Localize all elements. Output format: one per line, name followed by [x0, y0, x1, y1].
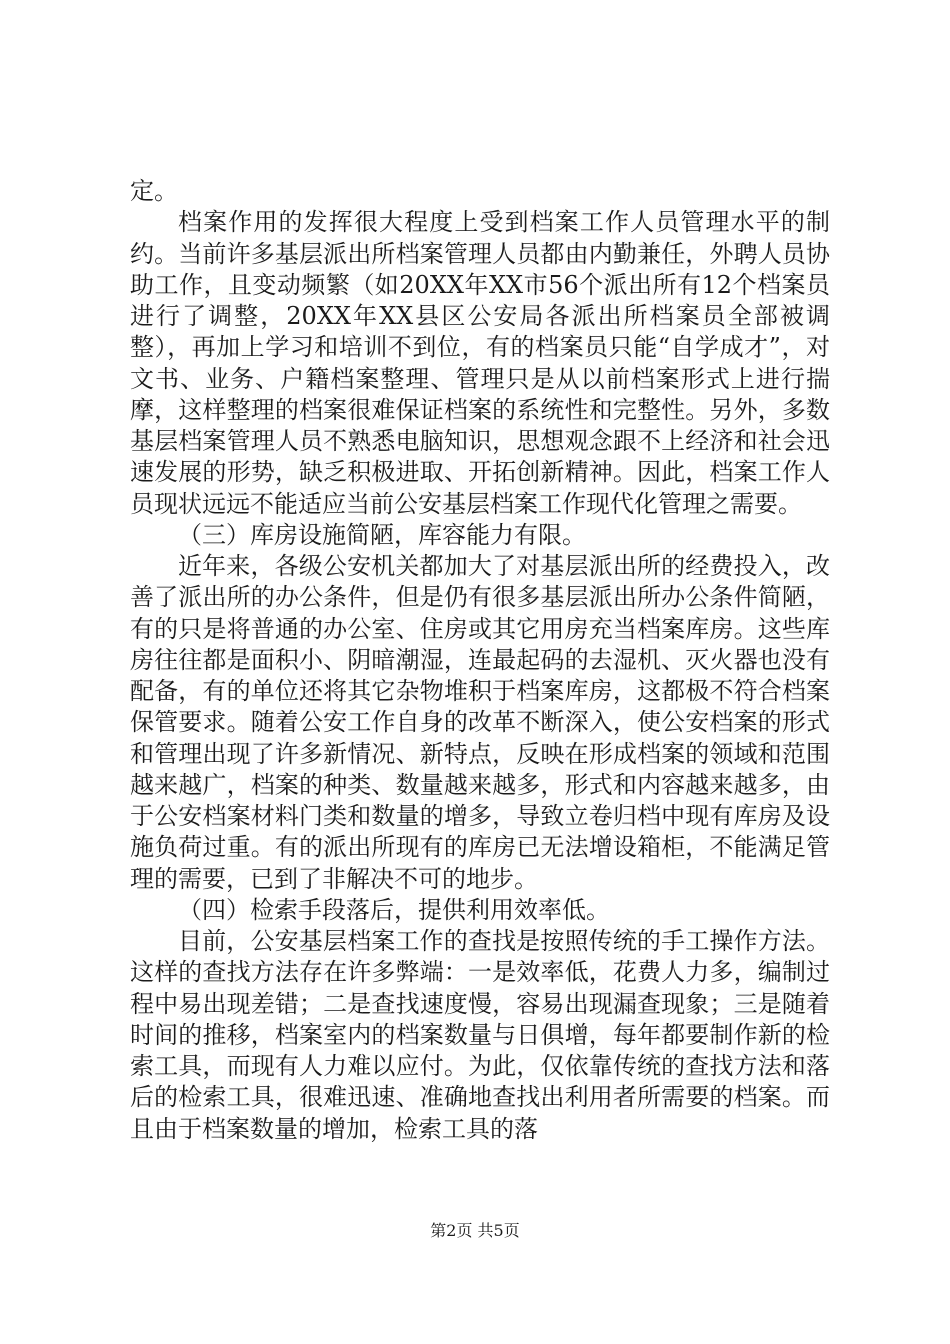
paragraph-4: 近年来，各级公安机关都加大了对基层派出所的经费投入，改善了派出所的办公条件，但是仍有很多基层派出所办公条件简陋，有的只是将普通的办公室、住房或其它用房充当档案库房。这些库房往往都是面积小、阴暗潮湿，连最起码的去湿机、灭火器也没有配备，有的单位还将其它杂物堆积于档案库房，这都极不符合档案保管要求。随着公安工作自身的改革不断深入，使公安档案的形式和管理出现了许多新情况、新特点，反映在形成档案的领域和范围越来越广，档案的种类、数量越来越多，形式和内容越来越多，由于公安档案材料门类和数量的增多，导致立卷归档中现有库房及设施负荷过重。有的派出所现有的库房已无法增设箱柜，不能满足管理的需要，已到了非解决不可的地步。 [130, 552, 830, 893]
paragraph-2: 档案作用的发挥很大程度上受到档案工作人员管理水平的制约。当前许多基层派出所档案管理人员都由内勤兼任，外聘人员协助工作，且变动频繁（如20XX年XX市56个派出所有12个档案员进行了调整，20XX年XX县区公安局各派出所档案员全部被调整），再加上学习和培训不到位，有的档案员只能“自学成才”，对文书、业务、户籍档案整理、管理只是从以前档案形式上进行揣摩，这样整理的档案很难保证档案的系统性和完整性。另外，多数基层档案管理人员不熟悉电脑知识，思想观念跟不上经济和社会迅速发展的形势，缺乏积极进取、开拓创新精神。因此，档案工作人员现状远远不能适应当前公安基层档案工作现代化管理之需要。 [130, 208, 830, 518]
section-heading-3: （三）库房设施简陋，库容能力有限。 [178, 520, 586, 549]
page-number: 第2页 共5页 [430, 1221, 520, 1240]
paragraph-1: 定。 [130, 177, 178, 205]
document-body [130, 176, 830, 1145]
paragraph-6: 目前，公安基层档案工作的查找是按照传统的手工操作方法。这样的查找方法存在许多弊端：一是效率低，花费人力多，编制过程中易出现差错；二是查找速度慢，容易出现漏查现象；三是随着时间的推移，档案室内的档案数量与日俱增，每年都要制作新的检索工具，而现有人力难以应付。为此，仅依靠传统的查找方法和落后的检索工具，很难迅速、准确地查找出利用者所需要的档案。而且由于档案数量的增加，检索工具的落 [130, 927, 830, 1143]
section-heading-4: （四）检索手段落后，提供利用效率低。 [178, 895, 610, 924]
page-footer [0, 1218, 950, 1241]
